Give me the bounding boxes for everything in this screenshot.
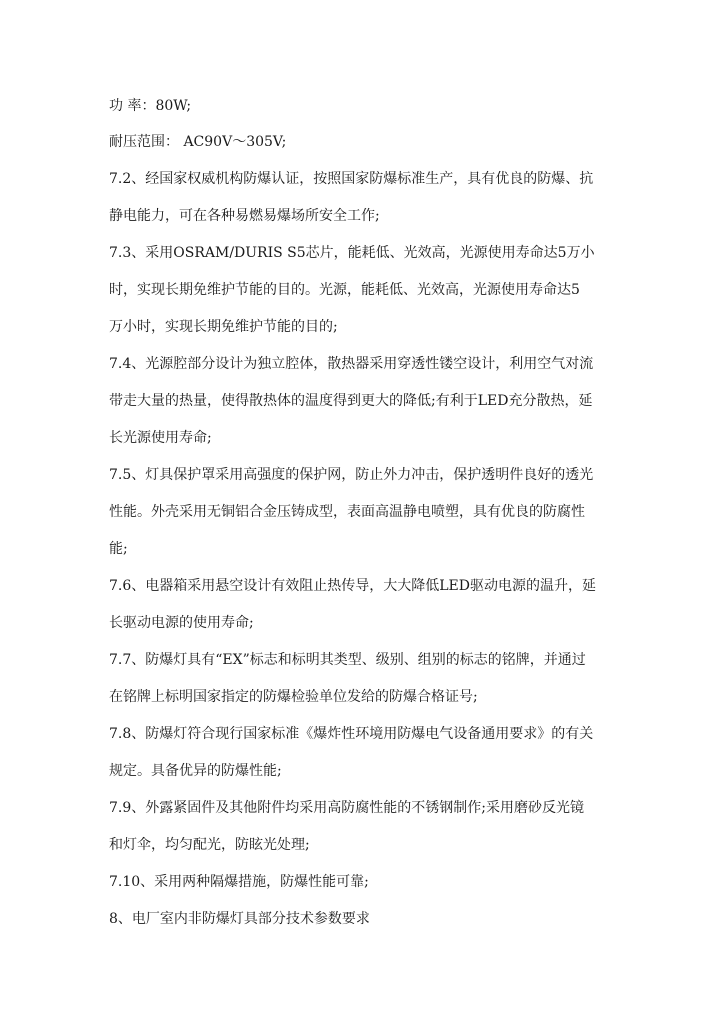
text-line-7-4-c: 长光源使用寿命; xyxy=(109,430,212,446)
text-line-7-7-a: 7.7、防爆灯具有“EX”标志和标明其类型、级别、组别的标志的铭牌，并通过 xyxy=(109,652,586,668)
text-line-7-9-b: 和灯伞，均匀配光，防眩光处理; xyxy=(109,837,310,853)
text-line-7-7-b: 在铭牌上标明国家指定的防爆检验单位发给的防爆合格证号; xyxy=(109,689,478,705)
text-line-7-10: 7.10、采用两种隔爆措施，防爆性能可靠; xyxy=(109,874,369,890)
text-line-7-8-a: 7.8、防爆灯符合现行国家标准《爆炸性环境用防爆电气设备通用要求》的有关 xyxy=(109,726,594,742)
text-line-7-6-b: 长驱动电源的使用寿命; xyxy=(109,615,254,631)
text-line-7-3-a: 7.3、采用OSRAM/DURIS S5芯片，能耗低、光效高，光源使用寿命达5万小 xyxy=(109,245,595,261)
text-line-7-3-b: 时，实现长期免维护节能的目的。光源，能耗低、光效高，光源使用寿命达5 xyxy=(109,282,580,298)
text-line-voltage-range: 耐压范围： AC90V～305V; xyxy=(109,134,287,150)
text-line-section-8-heading: 8、电厂室内非防爆灯具部分技术参数要求 xyxy=(109,911,370,927)
text-line-7-5-c: 能; xyxy=(109,541,128,557)
text-line-7-5-a: 7.5、灯具保护罩采用高强度的保护网，防止外力冲击，保护透明件良好的透光 xyxy=(109,467,594,483)
text-line-7-2-a: 7.2、经国家权威机构防爆认证，按照国家防爆标准生产，具有优良的防爆、抗 xyxy=(109,171,594,187)
text-line-7-6-a: 7.6、电器箱采用悬空设计有效阻止热传导，大大降低LED驱动电源的温升，延 xyxy=(109,578,597,594)
text-line-7-8-b: 规定。具备优异的防爆性能; xyxy=(109,763,282,779)
text-line-7-5-b: 性能。外壳采用无铜铝合金压铸成型，表面高温静电喷塑，具有优良的防腐性 xyxy=(109,504,585,520)
text-line-power: 功 率：80W; xyxy=(109,98,192,114)
text-line-7-3-c: 万小时，实现长期免维护节能的目的; xyxy=(109,319,338,335)
text-line-7-4-b: 带走大量的热量，使得散热体的温度得到更大的降低;有利于LED充分散热，延 xyxy=(109,393,593,409)
text-line-7-2-b: 静电能力，可在各种易燃易爆场所安全工作; xyxy=(109,208,380,224)
text-line-7-9-a: 7.9、外露紧固件及其他附件均采用高防腐性能的不锈钢制作;采用磨砂反光镜 xyxy=(109,800,584,816)
text-line-7-4-a: 7.4、光源腔部分设计为独立腔体，散热器采用穿透性镂空设计，利用空气对流 xyxy=(109,356,594,372)
